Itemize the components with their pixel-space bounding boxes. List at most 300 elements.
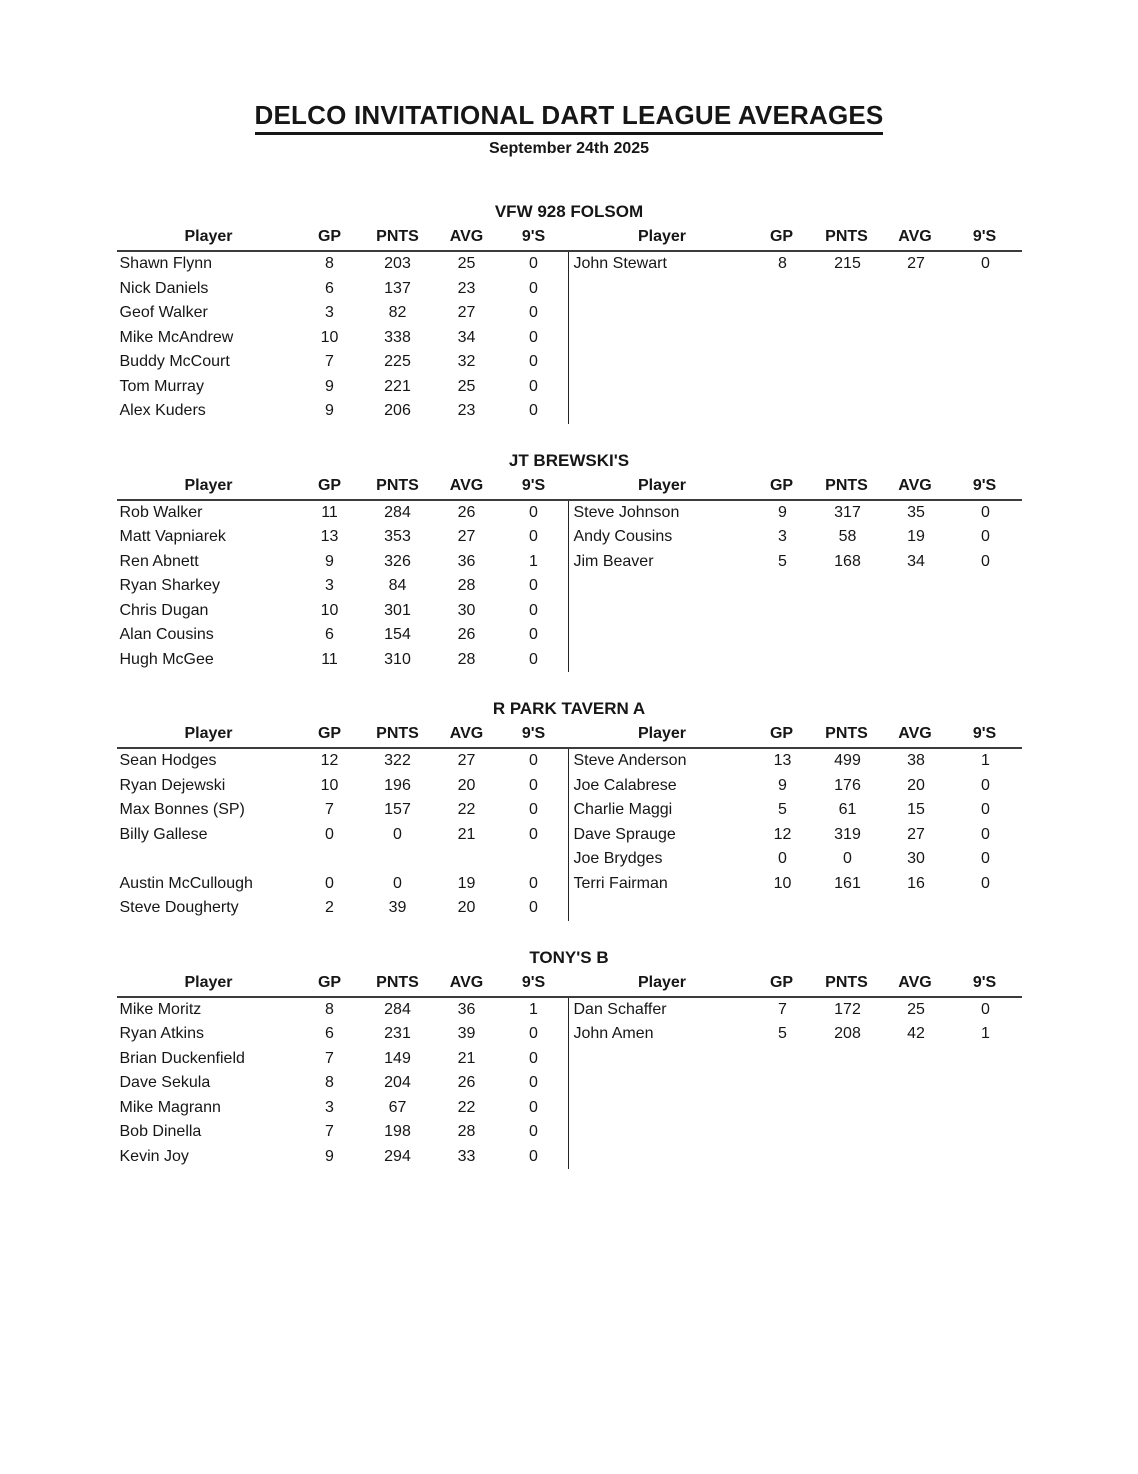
pnts-cell: 317: [834, 503, 861, 521]
table-header-row: [117, 473, 1022, 501]
player-name-cell: Andy Cousins: [573, 528, 673, 545]
column-header: Player: [637, 725, 687, 742]
player-name-cell: Bob Dinella: [119, 1123, 202, 1140]
pnts-cell: 231: [384, 1025, 411, 1042]
left-table-half: [117, 1096, 568, 1121]
nines-cell: 0: [529, 801, 538, 818]
pnts-cell: 0: [393, 825, 402, 843]
gp-cell: 7: [325, 801, 334, 818]
avg-cell: [434, 847, 500, 872]
avg-cell: 27: [907, 825, 925, 843]
player-name-cell: Max Bonnes (SP): [119, 801, 245, 818]
pnts-cell: 310: [384, 650, 411, 668]
avg-cell: 33: [457, 1147, 476, 1165]
pnts-cell: [813, 399, 883, 424]
avg-cell: 42: [907, 1025, 925, 1042]
column-header: GP: [769, 725, 794, 742]
column-header: 9'S: [521, 973, 546, 991]
column-header: GP: [769, 228, 794, 245]
gp-cell: [753, 599, 813, 624]
avg-cell: [883, 574, 950, 599]
column-header: PNTS: [376, 725, 419, 742]
right-table-half: [568, 1120, 1022, 1145]
gp-cell: 13: [773, 752, 792, 769]
table-row: [117, 501, 1022, 526]
section-title: R PARK TAVERN A: [492, 699, 646, 718]
pnts-cell: 215: [834, 255, 861, 272]
column-header: 9'S: [972, 973, 997, 991]
player-name-cell: Steve Johnson: [573, 503, 680, 521]
left-table-half: [117, 1071, 568, 1096]
gp-cell: [753, 1071, 813, 1096]
player-name-cell: [569, 1120, 753, 1145]
page-date: September 24th 2025: [488, 140, 650, 157]
player-name-cell: Ryan Sharkey: [119, 577, 220, 594]
column-header: Player: [637, 973, 687, 991]
avg-cell: [883, 1071, 950, 1096]
player-name-cell: [569, 648, 753, 673]
player-name-cell: [569, 1096, 753, 1121]
pnts-cell: [813, 277, 883, 302]
pnts-cell: 196: [384, 776, 411, 794]
gp-cell: [753, 399, 813, 424]
avg-cell: [883, 623, 950, 648]
gp-cell: 10: [320, 601, 339, 619]
table-header-half: [568, 721, 1021, 747]
gp-cell: [753, 1047, 813, 1072]
pnts-cell: 198: [384, 1123, 411, 1140]
column-header: AVG: [898, 725, 932, 742]
nines-cell: 0: [981, 255, 990, 272]
player-name-cell: Ren Abnett: [119, 552, 199, 570]
pnts-cell: 326: [384, 552, 411, 570]
right-table-half: [568, 350, 1022, 375]
player-name-cell: Nick Daniels: [119, 279, 209, 297]
nines-cell: [950, 1047, 1022, 1072]
right-table-half: [568, 1145, 1022, 1170]
player-name-cell: Terri Fairman: [573, 874, 668, 892]
nines-cell: 0: [529, 825, 538, 843]
gp-cell: 10: [773, 874, 792, 892]
left-table-half: [117, 872, 568, 897]
pnts-cell: 338: [384, 328, 411, 346]
nines-cell: [950, 399, 1022, 424]
gp-cell: 6: [325, 279, 334, 297]
left-table-half: [117, 823, 568, 848]
player-name-cell: John Stewart: [573, 255, 667, 272]
nines-cell: 0: [981, 528, 990, 545]
pnts-cell: [813, 350, 883, 375]
nines-cell: 0: [529, 503, 538, 521]
gp-cell: 0: [325, 874, 334, 892]
nines-cell: 0: [529, 776, 538, 794]
gp-cell: 0: [325, 825, 334, 843]
table-row: [117, 623, 1022, 648]
league-section: [117, 202, 1022, 424]
pnts-cell: 208: [834, 1025, 861, 1042]
avg-cell: 19: [457, 874, 476, 892]
avg-cell: 27: [457, 752, 476, 769]
avg-cell: 30: [457, 601, 476, 619]
pnts-cell: [813, 648, 883, 673]
column-header: Player: [184, 476, 233, 494]
avg-cell: 26: [457, 1074, 476, 1091]
avg-cell: 32: [457, 353, 476, 370]
nines-cell: 0: [981, 874, 990, 892]
column-header: PNTS: [825, 228, 868, 245]
column-header: AVG: [898, 476, 932, 494]
gp-cell: [753, 350, 813, 375]
avg-cell: [883, 1120, 950, 1145]
table-row: [117, 399, 1022, 424]
left-table-half: [117, 623, 568, 648]
nines-cell: [950, 375, 1022, 400]
left-table-half: [117, 599, 568, 624]
player-name-cell: Austin McCullough: [119, 874, 253, 892]
left-table-half: [117, 375, 568, 400]
right-table-half: [568, 623, 1022, 648]
pnts-cell: 204: [384, 1074, 411, 1091]
gp-cell: 5: [778, 552, 787, 570]
avg-cell: 20: [457, 776, 476, 794]
player-name-cell: [569, 1071, 753, 1096]
player-name-cell: [569, 574, 753, 599]
right-table-half: [568, 823, 1022, 848]
nines-cell: 1: [981, 1025, 990, 1042]
right-table-half: [568, 774, 1022, 799]
gp-cell: [753, 574, 813, 599]
gp-cell: 6: [325, 626, 334, 643]
section-title: VFW 928 FOLSOM: [494, 202, 644, 221]
nines-cell: [500, 847, 568, 872]
player-name-cell: [569, 375, 753, 400]
pnts-cell: 39: [388, 899, 407, 916]
player-name-cell: Joe Brydges: [573, 850, 663, 867]
avg-cell: 26: [457, 503, 476, 521]
avg-cell: 27: [457, 528, 476, 545]
gp-cell: 13: [320, 528, 339, 545]
pnts-cell: [813, 574, 883, 599]
avg-cell: 20: [457, 899, 476, 916]
nines-cell: [950, 574, 1022, 599]
player-name-cell: Kevin Joy: [119, 1147, 189, 1165]
column-header: PNTS: [825, 725, 868, 742]
left-table-half: [117, 326, 568, 351]
gp-cell: 3: [325, 1098, 334, 1116]
avg-cell: 34: [907, 552, 925, 570]
table-row: [117, 1120, 1022, 1145]
avg-cell: [883, 599, 950, 624]
nines-cell: [950, 623, 1022, 648]
column-header: AVG: [898, 228, 932, 245]
nines-cell: 0: [529, 874, 538, 892]
gp-cell: 7: [325, 353, 334, 370]
pnts-cell: 221: [384, 377, 411, 395]
nines-cell: 0: [529, 328, 538, 346]
gp-cell: 3: [778, 528, 787, 545]
league-section: [117, 451, 1022, 673]
nines-cell: 0: [529, 1074, 538, 1091]
gp-cell: 8: [325, 1074, 334, 1091]
pnts-cell: 154: [384, 626, 411, 643]
nines-cell: [950, 326, 1022, 351]
player-name-cell: Chris Dugan: [119, 601, 209, 619]
nines-cell: 0: [981, 503, 990, 521]
gp-cell: [753, 623, 813, 648]
gp-cell: 7: [325, 1123, 334, 1140]
player-name-cell: Rob Walker: [119, 503, 203, 521]
gp-cell: 9: [778, 503, 787, 521]
pnts-cell: [813, 896, 883, 921]
nines-cell: 0: [529, 1147, 538, 1165]
column-header: Player: [184, 228, 233, 245]
avg-cell: [883, 1096, 950, 1121]
nines-cell: 0: [529, 255, 538, 272]
pnts-cell: [813, 301, 883, 326]
pnts-cell: 203: [384, 255, 411, 272]
left-table-half: [117, 998, 568, 1023]
pnts-cell: 157: [384, 801, 411, 818]
nines-cell: 0: [529, 402, 538, 419]
avg-cell: 28: [457, 577, 476, 594]
table-header-half: [117, 224, 568, 250]
nines-cell: 0: [529, 577, 538, 594]
table-row: [117, 277, 1022, 302]
player-name-cell: Geof Walker: [119, 304, 208, 321]
avg-cell: 23: [457, 279, 476, 297]
table-header-row: [117, 224, 1022, 252]
right-table-half: [568, 648, 1022, 673]
player-name-cell: Tom Murray: [119, 377, 204, 395]
gp-cell: 9: [325, 377, 334, 395]
table-row: [117, 350, 1022, 375]
avg-cell: [883, 648, 950, 673]
column-header: Player: [637, 476, 687, 494]
column-header: PNTS: [376, 228, 419, 245]
left-table-half: [117, 399, 568, 424]
table-row: [117, 574, 1022, 599]
player-name-cell: Steve Dougherty: [119, 899, 239, 916]
pnts-cell: 0: [843, 850, 852, 867]
avg-cell: 26: [457, 626, 476, 643]
left-table-half: [117, 252, 568, 277]
player-name-cell: [569, 623, 753, 648]
player-name-cell: Alex Kuders: [119, 402, 206, 419]
player-name-cell: Mike McAndrew: [119, 328, 234, 346]
pnts-cell: [813, 1071, 883, 1096]
avg-cell: 19: [907, 528, 925, 545]
table-row: [117, 1145, 1022, 1170]
avg-cell: [883, 399, 950, 424]
player-name-cell: [569, 896, 753, 921]
column-header: GP: [769, 973, 794, 991]
player-name-cell: Dave Sprauge: [573, 825, 676, 843]
table-row: [117, 774, 1022, 799]
left-table-half: [117, 301, 568, 326]
player-name-cell: [117, 847, 298, 872]
nines-cell: [950, 277, 1022, 302]
nines-cell: 0: [529, 752, 538, 769]
column-header: AVG: [898, 973, 932, 991]
gp-cell: 5: [778, 801, 787, 818]
gp-cell: 10: [320, 328, 339, 346]
avg-cell: 30: [907, 850, 925, 867]
table-row: [117, 998, 1022, 1023]
right-table-half: [568, 896, 1022, 921]
pnts-cell: 168: [834, 552, 861, 570]
avg-cell: 21: [457, 825, 476, 843]
nines-cell: 0: [529, 626, 538, 643]
player-name-cell: Sean Hodges: [119, 752, 217, 769]
column-header: 9'S: [972, 725, 997, 742]
nines-cell: 0: [529, 304, 538, 321]
left-table-half: [117, 1145, 568, 1170]
column-header: 9'S: [521, 725, 546, 742]
column-header: GP: [769, 476, 794, 494]
pnts-cell: 353: [384, 528, 411, 545]
gp-cell: [753, 648, 813, 673]
nines-cell: [950, 350, 1022, 375]
pnts-cell: 206: [384, 402, 411, 419]
pnts-cell: [813, 1145, 883, 1170]
player-name-cell: Buddy McCourt: [119, 353, 230, 370]
column-header: AVG: [449, 725, 484, 742]
column-header: 9'S: [521, 228, 546, 245]
right-table-half: [568, 872, 1022, 897]
player-name-cell: Joe Calabrese: [573, 776, 677, 794]
right-table-half: [568, 375, 1022, 400]
column-header: 9'S: [972, 228, 997, 245]
gp-cell: 3: [325, 304, 334, 321]
gp-cell: [753, 1145, 813, 1170]
avg-cell: 25: [907, 1000, 925, 1018]
avg-cell: 38: [907, 752, 925, 769]
pnts-cell: 0: [393, 874, 402, 892]
left-table-half: [117, 648, 568, 673]
player-name-cell: [569, 350, 753, 375]
nines-cell: [950, 1120, 1022, 1145]
left-table-half: [117, 277, 568, 302]
gp-cell: 11: [321, 650, 338, 668]
gp-cell: 7: [325, 1049, 334, 1067]
table-row: [117, 599, 1022, 624]
pnts-cell: 499: [834, 752, 861, 769]
nines-cell: 0: [529, 1123, 538, 1140]
table-header-half: [568, 970, 1021, 996]
avg-cell: 36: [457, 1000, 476, 1018]
table-row: [117, 1096, 1022, 1121]
right-table-half: [568, 326, 1022, 351]
column-header: 9'S: [521, 476, 546, 494]
pnts-cell: [813, 599, 883, 624]
gp-cell: 6: [325, 1025, 334, 1042]
nines-cell: 0: [981, 801, 990, 818]
player-name-cell: Mike Moritz: [119, 1000, 202, 1018]
table-row: [117, 798, 1022, 823]
left-table-half: [117, 798, 568, 823]
player-name-cell: Steve Anderson: [573, 752, 687, 769]
gp-cell: 8: [778, 255, 787, 272]
nines-cell: [950, 1071, 1022, 1096]
pnts-cell: [813, 623, 883, 648]
player-name-cell: [569, 399, 753, 424]
pnts-cell: 161: [834, 874, 861, 892]
table-row: [117, 1071, 1022, 1096]
nines-cell: 0: [529, 1049, 538, 1067]
avg-cell: 36: [457, 552, 476, 570]
player-name-cell: [569, 599, 753, 624]
player-name-cell: Jim Beaver: [573, 552, 654, 570]
column-header: 9'S: [972, 476, 997, 494]
column-header: GP: [317, 725, 342, 742]
avg-cell: 28: [457, 1123, 476, 1140]
avg-cell: 25: [457, 377, 476, 395]
nines-cell: 0: [529, 353, 538, 370]
pnts-cell: [813, 1047, 883, 1072]
table-row: [117, 648, 1022, 673]
player-name-cell: Ryan Atkins: [119, 1025, 204, 1042]
left-table-half: [117, 896, 568, 921]
pnts-cell: 84: [388, 577, 407, 594]
pnts-cell: 319: [834, 825, 861, 843]
table-row: [117, 847, 1022, 872]
player-name-cell: Dan Schaffer: [573, 1000, 667, 1018]
player-name-cell: Ryan Dejewski: [119, 776, 226, 794]
gp-cell: [753, 326, 813, 351]
nines-cell: [950, 1096, 1022, 1121]
left-table-half: [117, 1120, 568, 1145]
avg-cell: 15: [907, 801, 925, 818]
column-header: PNTS: [376, 973, 419, 991]
avg-cell: 39: [457, 1025, 476, 1042]
nines-cell: 0: [981, 850, 990, 867]
nines-cell: 0: [529, 528, 538, 545]
column-header: PNTS: [825, 476, 868, 494]
column-header: PNTS: [376, 476, 419, 494]
left-table-half: [117, 350, 568, 375]
avg-cell: 23: [457, 402, 476, 419]
left-table-half: [117, 550, 568, 575]
right-table-half: [568, 599, 1022, 624]
league-section: [117, 948, 1022, 1170]
nines-cell: 0: [981, 776, 990, 794]
column-header: PNTS: [825, 973, 868, 991]
avg-cell: 35: [907, 503, 925, 521]
left-table-half: [117, 1047, 568, 1072]
table-header-half: [568, 224, 1021, 250]
gp-cell: 8: [325, 255, 334, 272]
right-table-half: [568, 1047, 1022, 1072]
right-table-half: [568, 1096, 1022, 1121]
gp-cell: 12: [320, 752, 339, 769]
gp-cell: 11: [321, 503, 338, 521]
avg-cell: 20: [907, 776, 925, 794]
avg-cell: [883, 1145, 950, 1170]
column-header: Player: [184, 973, 233, 991]
player-name-cell: Alan Cousins: [119, 626, 214, 643]
player-name-cell: Brian Duckenfield: [119, 1049, 245, 1067]
column-header: AVG: [449, 476, 484, 494]
right-table-half: [568, 301, 1022, 326]
table-row: [117, 872, 1022, 897]
right-table-half: [568, 998, 1022, 1023]
table-row: [117, 252, 1022, 277]
gp-cell: 9: [325, 1147, 334, 1165]
gp-cell: [753, 375, 813, 400]
avg-cell: [883, 277, 950, 302]
table-header-row: [117, 970, 1022, 998]
nines-cell: [950, 896, 1022, 921]
